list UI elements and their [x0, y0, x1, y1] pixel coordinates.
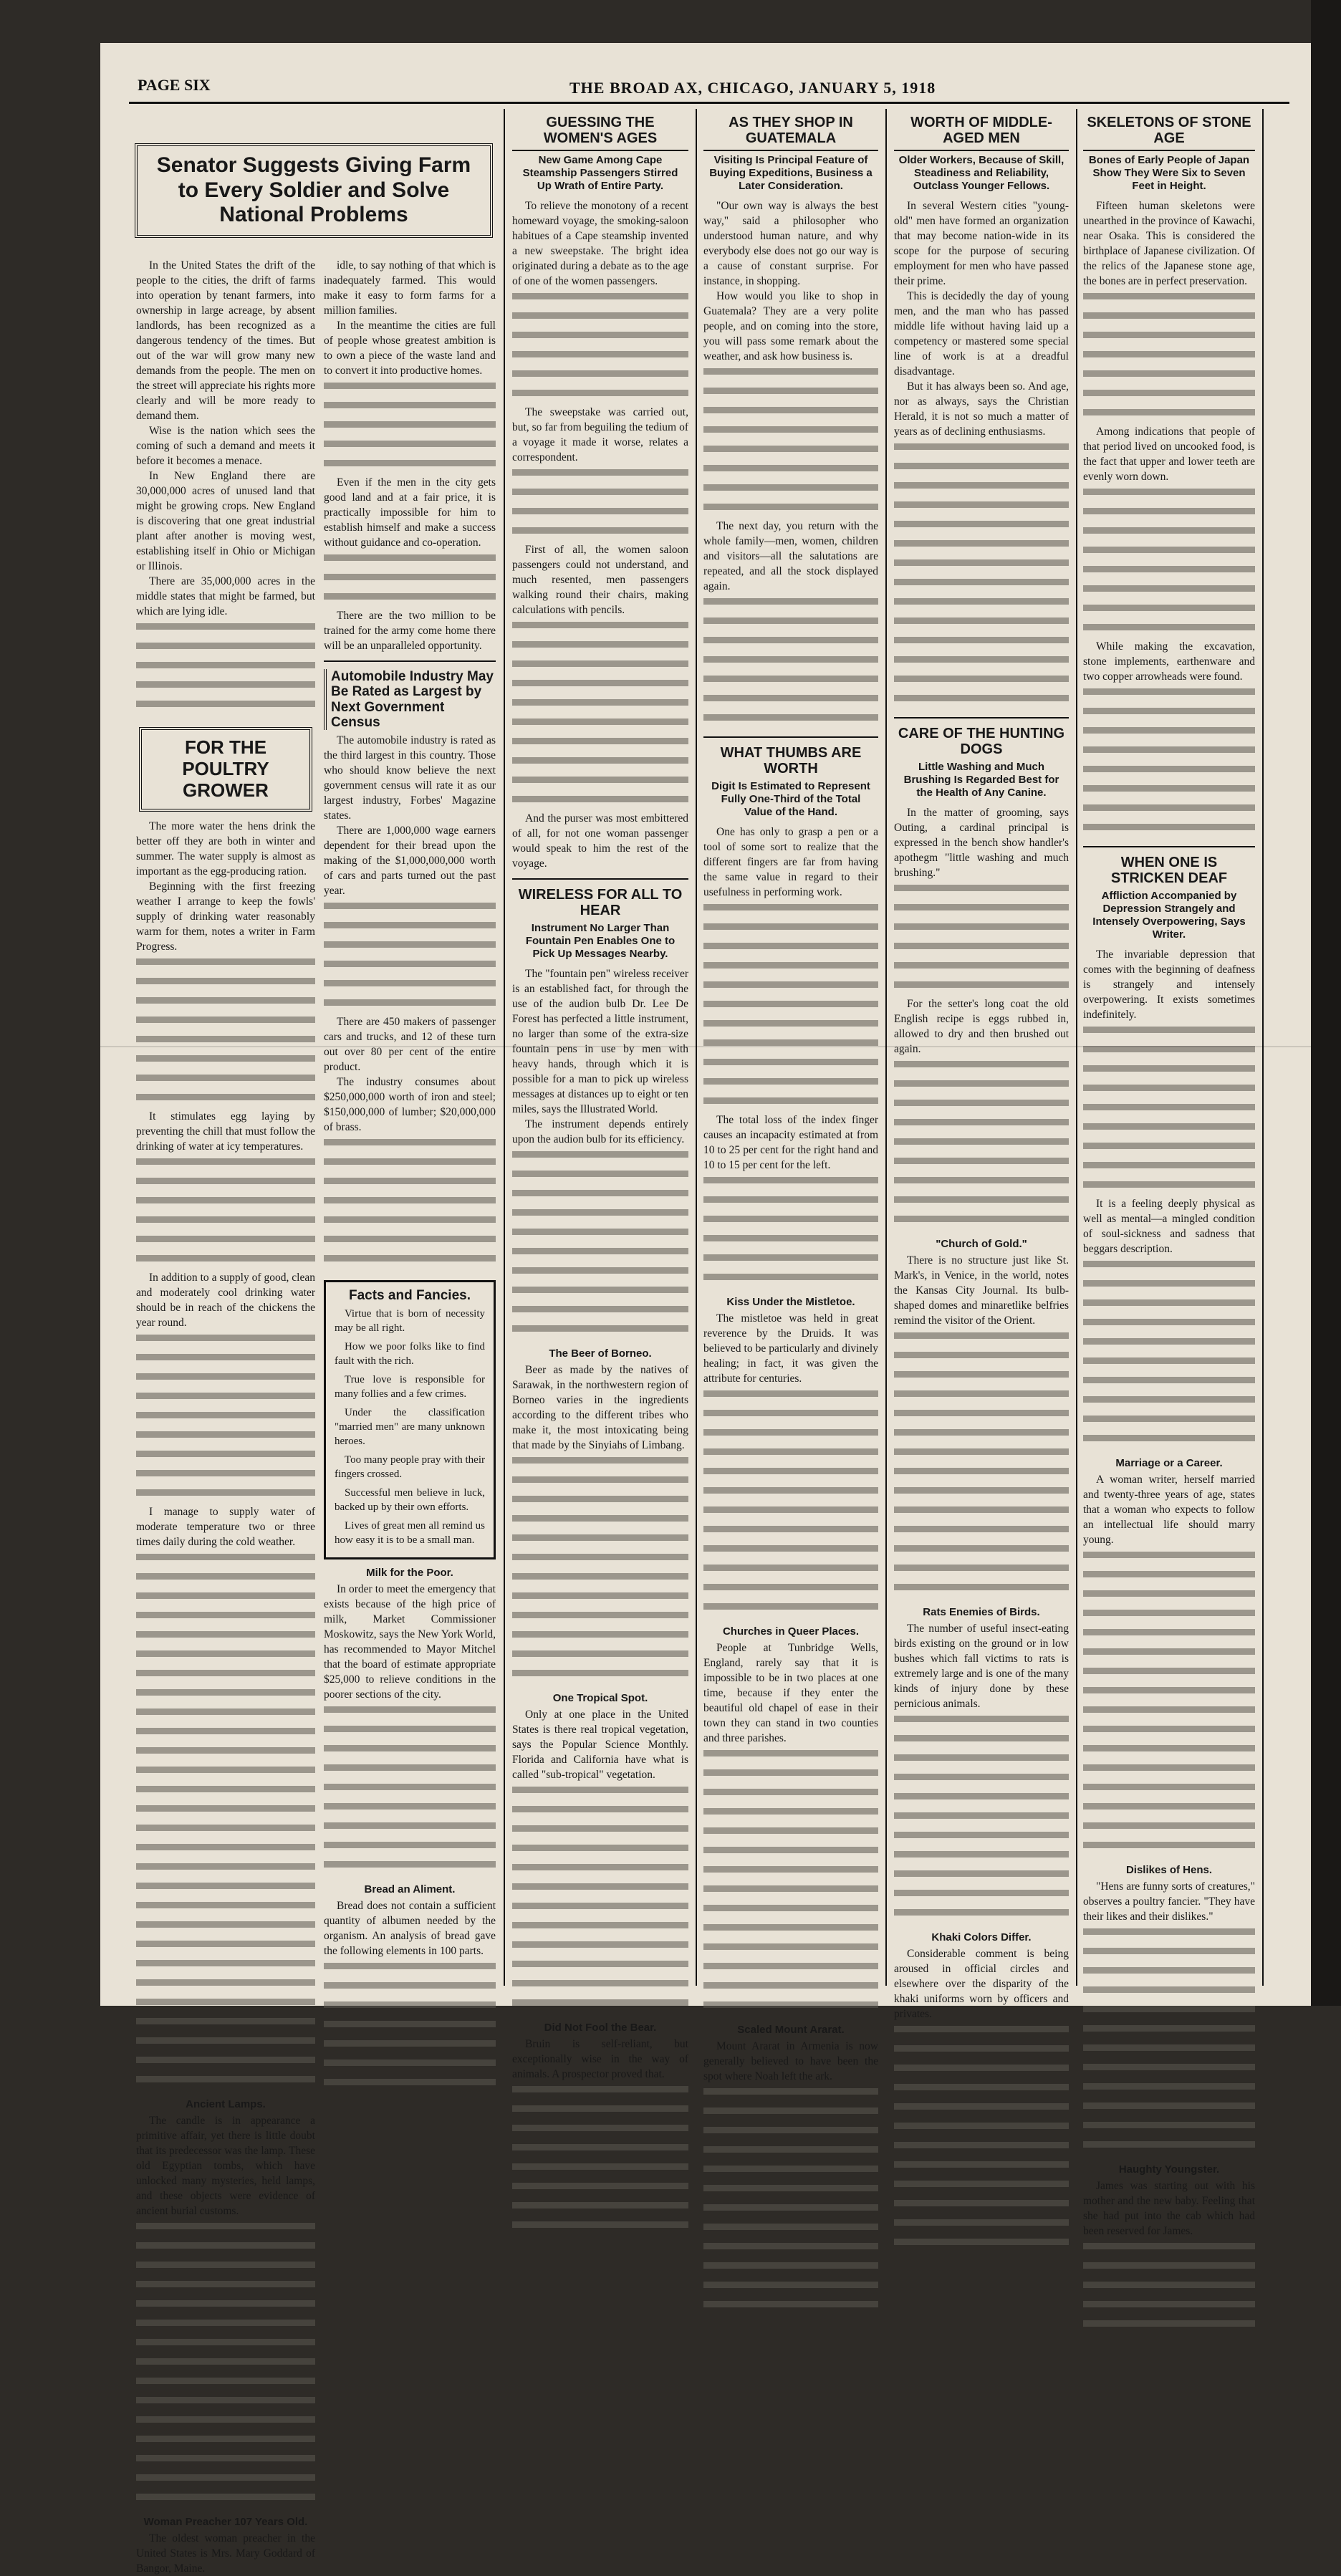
column-6	[1083, 112, 1255, 2237]
dogs-paragraph: In the matter of grooming, says Outing, a cardinal principal is expressed in the bench show handler's apothegm "little washing and much brushing."	[894, 806, 1069, 879]
column-rule	[504, 109, 505, 1986]
milk-paragraph: In order to meet the emergency that exists because of the high price of milk, Market Commissioner Moskowitz, says the New York World, has recommended to Mayor Mitchel that the board of estimate appropriate $25,000 to relieve conditions in the poorer sections of the city.	[324, 1583, 496, 1701]
senator-cont-paragraph: idle, to say nothing of that which is inadequately farmed. This would make it easy to form farms for a million families.	[324, 259, 496, 317]
illegible-text-block	[703, 598, 878, 729]
borneo-paragraph: Beer as made by the natives of Sarawak, in the northwestern region of Borneo varies in the ingredients according to the different tribes who make it, the most intoxicating being that made by the Sinyiahs of Limbang.	[512, 1363, 688, 1451]
bread-paragraph: Bread does not contain a sufficient quantity of albumen needed by the organism. An analysis of bread gave the following elements in 100 parts.	[324, 1900, 496, 1958]
khaki-paragraph: Considerable comment is being aroused in official circles and elsewhere over the disparity of the khaki uniforms worn by officers and privates.	[894, 1947, 1069, 2020]
deaf-headline: WHEN ONE IS STRICKEN DEAF	[1110, 854, 1228, 887]
poultry-paragraph: In addition to a supply of good, clean and moderately cool drinking water should be in reach of the chickens the year round.	[136, 1271, 315, 1329]
poultry-paragraph: I manage to supply water of moderate temperature two or three times daily during the cold weather.	[136, 1505, 315, 1548]
page-number: PAGE SIX	[138, 76, 211, 94]
churches-heading: Churches in Queer Places.	[722, 1625, 860, 1638]
illegible-text-block	[136, 958, 315, 1109]
illegible-text-block	[894, 885, 1069, 996]
auto-headline: Automobile Industry May Be Rated as Largest by Next Government Census	[324, 669, 496, 730]
lamps-heading: Ancient Lamps.	[186, 2097, 266, 2110]
auto-paragraph: The automobile industry is rated as the third largest in this country. Those who should know believe the next government census will rate it as our largest industry, Forbes' Magazine states.	[324, 734, 496, 822]
guess-paragraph: To relieve the monotony of a recent homeward voyage, the smoking-saloon habitues of a Cape steamship invented a new sweepstake. The bright idea originated during a debate as to the age of one of the women passengers.	[512, 199, 688, 287]
illegible-text-block	[324, 554, 496, 608]
illegible-text-block	[136, 2223, 315, 2509]
illegible-text-block	[512, 1151, 688, 1340]
masthead	[100, 63, 1311, 97]
guatemala-headline: AS THEY SHOP IN GUATEMALA	[703, 115, 878, 151]
senator-cont-paragraph: Even if the men in the city gets good land and at a fair price, it is practically impossible for him to establish himself and make a success without guidance and co-operation.	[324, 476, 496, 549]
divider	[324, 660, 496, 662]
skeletons-paragraph: While making the excavation, stone implements, earthenware and two copper arrowheads were found.	[1083, 640, 1255, 683]
illegible-text-block	[1083, 1027, 1255, 1196]
facts-item: Successful men believe in luck, backed up by their own efforts.	[335, 1487, 485, 1514]
dogs-paragraph: For the setter's long coat the old English recipe is eggs rubbed in, allowed to dry and then brushed out again.	[894, 997, 1069, 1055]
middleaged-deck: Older Workers, Because of Skill, Steadiness and Reliability, Outclass Younger Fellows.	[898, 153, 1064, 192]
illegible-text-block	[512, 469, 688, 542]
illegible-text-block	[1083, 293, 1255, 424]
illegible-text-block	[324, 1706, 496, 1876]
poultry-header	[139, 727, 312, 812]
rats-heading: Rats Enemies of Birds.	[923, 1605, 1040, 1618]
illegible-text-block	[1083, 489, 1255, 639]
preacher-paragraph: The oldest woman preacher in the United States is Mrs. Mary Goddard of Bangor, Maine.	[136, 2532, 315, 2575]
milk-heading: Milk for the Poor.	[366, 1567, 453, 1580]
senator-headline: Senator Suggests Giving Farm to Every Soldier and Solve National Problems	[135, 143, 493, 238]
senator-paragraph: There are 35,000,000 acres in the middle states that might be farmed, but which are lying idle.	[136, 575, 315, 617]
haughty-paragraph: James was starting out with his mother and the new baby. Feeling that she had put into the cab which had been reserved for James.	[1083, 2179, 1255, 2237]
thumbs-paragraph: The total loss of the index finger causes an incapacity estimated at from 10 to 25 per cent for the right hand and 10 to 15 per cent for the left.	[703, 1113, 878, 1171]
illegible-text-block	[1083, 1928, 1255, 2156]
facts-and-fancies-box	[324, 1280, 496, 1559]
hens-paragraph: "Hens are funny sorts of creatures," observes a poultry fancier. "They have their likes and their dislikes."	[1083, 1880, 1255, 1923]
tropical-heading: One Tropical Spot.	[552, 1691, 648, 1704]
senator-cont-paragraph: In the meantime the cities are full of people whose greatest ambition is to own a piece of the waste land and to convert it into productive homes.	[324, 319, 496, 377]
column-rule	[696, 109, 697, 1986]
illegible-text-block	[894, 2026, 1069, 2254]
thumbs-paragraph: One has only to grasp a pen or a tool of some sort to realize that the different fingers are far from having the same value in regard to their usefulness in performing work.	[703, 825, 878, 898]
guess-paragraph: The sweepstake was carried out, but, so far from beguiling the tedium of a voyage it made it worse, relates a correspondent.	[512, 405, 688, 463]
column-1	[136, 258, 315, 2575]
deaf-deck: Affliction Accompanied by Depression Strangely and Intensely Overpowering, Says Writer.	[1092, 889, 1246, 941]
illegible-text-block	[324, 903, 496, 1014]
gold-heading: "Church of Gold."	[936, 1237, 1027, 1250]
facts-item: Too many people pray with their fingers crossed.	[335, 1454, 485, 1481]
senator-article-header	[135, 143, 493, 238]
senator-paragraph: In the United States the drift of the people to the cities, the drift of farms into operation by tenant farmers, into ownership in large acreage, by absent landlords, has been recognized as a dangerous tendency of the times. But out of the war will grow many new demands from the people. The men on the street will appreciate his rights more clearly and will be more ready to demand them.	[136, 259, 315, 422]
column-2	[324, 258, 496, 1991]
skeletons-deck: Bones of Early People of Japan Show They Were Six to Seven Feet in Height.	[1088, 153, 1250, 192]
facts-item: Under the classification "married men" are many unknown heroes.	[335, 1407, 485, 1448]
ararat-paragraph: Mount Ararat in Armenia is now generally believed to have been the spot where Noah left the ark.	[703, 2039, 878, 2082]
thumbs-deck: Digit Is Estimated to Represent Fully One-Third of the Total Value of the Hand.	[711, 779, 870, 818]
senator-paragraph: In New England there are 30,000,000 acres of unused land that might be growing crops. New England is discovering that one great industrial plant after another is moving west, establishing itself in Ohio or Michigan or Illinois.	[136, 470, 315, 572]
thumbs-headline: WHAT THUMBS ARE WORTH	[720, 744, 862, 777]
dogs-deck: Little Washing and Much Brushing Is Regarded Best for the Health of Any Canine.	[903, 760, 1059, 799]
column-5	[894, 112, 1069, 2020]
illegible-text-block	[703, 1390, 878, 1618]
illegible-text-block	[894, 443, 1069, 710]
facts-item: Lives of great men all remind us how easy it is to be a small man.	[335, 1520, 485, 1547]
facts-item: Virtue that is born of necessity may be all right.	[335, 1308, 485, 1335]
skeletons-headline: SKELETONS OF STONE AGE	[1083, 115, 1255, 151]
borneo-heading: The Beer of Borneo.	[549, 1347, 652, 1360]
bear-heading: Did Not Fool the Bear.	[544, 2021, 657, 2034]
wireless-paragraph: The instrument depends entirely upon the audion bulb for its efficiency.	[512, 1118, 688, 1145]
illegible-text-block	[136, 623, 315, 716]
lamps-paragraph: The candle is in appearance a primitive affair, yet there is little doubt that its predecessor was the lamp. These old Egyptian tombs, which have unlocked many mysteries, held lamps, and these objects were evidence of ancient burial customs.	[136, 2114, 315, 2217]
facts-heading: Facts and Fancies.	[348, 1288, 471, 1304]
illegible-text-block	[894, 1061, 1069, 1231]
illegible-text-block	[894, 1716, 1069, 1924]
illegible-text-block	[703, 2088, 878, 2316]
auto-paragraph: There are 1,000,000 wage earners dependent for their bread upon the making of the $1,000,000,000 worth of cars and parts turned out the past year.	[324, 825, 496, 898]
illegible-text-block	[703, 1177, 878, 1289]
facts-item: How we poor folks like to find fault with the rich.	[335, 1341, 485, 1368]
tropical-paragraph: Only at one place in the United States is there real tropical vegetation, says the Popular Science Monthly. Florida and California have what is called "sub-tropical" vegetation.	[512, 1708, 688, 1781]
masthead-rule	[129, 102, 1289, 104]
auto-paragraph: The industry consumes about $250,000,000 worth of iron and steel; $150,000,000 of lumber; $20,000,000 of brass.	[324, 1076, 496, 1134]
wireless-deck: Instrument No Larger Than Fountain Pen Enables One to Pick Up Messages Nearby.	[525, 921, 676, 960]
column-4	[703, 112, 878, 2082]
illegible-text-block	[512, 293, 688, 405]
bear-paragraph: Bruin is self-reliant, but exceptionally wise in the way of animals. A prospector proved that.	[512, 2037, 688, 2080]
illegible-text-block	[512, 622, 688, 811]
gold-paragraph: There is no structure just like St. Mark's, in Venice, in the world, notes the Kansas City Journal. Its bulb-shaped domes and minaretlike belfries remind the visitor of the Orient.	[894, 1254, 1069, 1327]
illegible-text-block	[894, 1332, 1069, 1599]
illegible-text-block	[324, 383, 496, 475]
divider	[1083, 846, 1255, 847]
guatemala-paragraph: How would you like to shop in Guatemala? They are a very polite people, and on coming into the store, you will pass some remark about the weather, and ask how business is.	[703, 289, 878, 362]
guess-headline: GUESSING THE WOMEN'S AGES	[512, 115, 688, 151]
illegible-text-block	[512, 2086, 688, 2236]
skeletons-paragraph: Among indications that people of that period lived on uncooked food, is the fact that upper and lower teeth are evenly worn down.	[1083, 425, 1255, 483]
middleaged-paragraph: This is decidedly the day of young men, and the man who has passed middle life without having laid up a competency or mastered some special line of work is at a dreadful disadvantage.	[894, 289, 1069, 378]
column-rule	[1076, 109, 1077, 1986]
middleaged-paragraph: But it has always been so. And age, nor as always, says the Christian Herald, it is not so much a matter of years as of declining enthusiasms.	[894, 380, 1069, 438]
illegible-text-block	[1083, 1552, 1255, 1857]
illegible-text-block	[703, 368, 878, 519]
skeletons-paragraph: Fifteen human skeletons were unearthed in the province of Kawachi, near Osaka. This is considered the birthplace of Japanese civilization. Of the relics of the Japanese stone age, the bones are in perfect preservation.	[1083, 199, 1255, 287]
column-rule	[885, 109, 887, 1986]
deaf-paragraph: The invariable depression that comes with the beginning of deafness is strangely and intensely overpowering. It exists sometimes indefinitely.	[1083, 948, 1255, 1021]
newspaper-page	[100, 43, 1311, 2575]
column-3	[512, 112, 688, 2080]
auto-paragraph: There are 450 makers of passenger cars and trucks, and 12 of these turn out over 80 per cent of the entire product.	[324, 1016, 496, 1074]
senator-paragraph: Wise is the nation which sees the coming of such a demand and meets it before it becomes a menace.	[136, 425, 315, 467]
dogs-headline: CARE OF THE HUNTING DOGS	[898, 725, 1065, 758]
guatemala-paragraph: The next day, you return with the whole family—men, women, children and visitors—all the salutations are repeated, and all the stock displayed again.	[703, 519, 878, 592]
column-rule	[1262, 109, 1264, 1986]
scan-shadow-edge	[1311, 0, 1341, 2006]
illegible-text-block	[1083, 688, 1255, 839]
mistletoe-heading: Kiss Under the Mistletoe.	[726, 1295, 855, 1308]
poultry-paragraph: It stimulates egg laying by preventing the chill that must follow the drinking of water at icy temperatures.	[136, 1110, 315, 1153]
illegible-text-block	[136, 1158, 315, 1270]
guess-deck: New Game Among Cape Steamship Passengers Stirred Up Wrath of Entire Party.	[522, 153, 678, 192]
ararat-heading: Scaled Mount Ararat.	[737, 2023, 845, 2036]
illegible-text-block	[703, 904, 878, 1112]
illegible-text-block	[324, 1963, 496, 2094]
preacher-heading: Woman Preacher 107 Years Old.	[143, 2515, 308, 2528]
illegible-text-block	[324, 1139, 496, 1270]
haughty-heading: Haughty Youngster.	[1118, 2163, 1220, 2176]
senator-cont-paragraph: There are the two million to be trained for the army come home there will be an unparalleled opportunity.	[324, 610, 496, 652]
illegible-text-block	[136, 1335, 315, 1504]
wireless-paragraph: The "fountain pen" wireless receiver is an established fact, for through the use of the audion bulb Dr. Lee De Forest has perfected a little instrument, no larger than some of the extra-size fountain pens in use by men with heavy hands, through which it is possible for a man to pick up wireless messages at distances up to eight or ten miles, says the Illustrated World.	[512, 967, 688, 1115]
wireless-headline: WIRELESS FOR ALL TO HEAR	[518, 886, 683, 919]
guatemala-paragraph: "Our own way is always the best way," said a philosopher who understood human nature, and why everybody else does not go our way is a cause of constant surprise. For instance, in shopping.	[703, 199, 878, 287]
facts-item: True love is responsible for many follies and a few crimes.	[335, 1374, 485, 1400]
illegible-text-block	[512, 1457, 688, 1685]
deaf-paragraph: It is a feeling deeply physical as well as mental—a mingled condition of soul-sickness and sadness that beggars description.	[1083, 1197, 1255, 1255]
guess-paragraph: And the purser was most embittered of all, for not one woman passenger would speak to him the rest of the voyage.	[512, 812, 688, 870]
poultry-paragraph: Beginning with the first freezing weather I arrange to keep the fowls' supply of drinking water reasonably warm for them, notes a writer in Farm Progress.	[136, 880, 315, 953]
divider	[512, 878, 688, 880]
middleaged-headline: WORTH OF MIDDLE-AGED MEN	[894, 115, 1069, 151]
illegible-text-block	[1083, 1261, 1255, 1450]
guess-paragraph: First of all, the women saloon passengers could not understand, and much resented, men passengers walking round their chairs, making calculations with pencils.	[512, 543, 688, 616]
hens-heading: Dislikes of Hens.	[1125, 1863, 1213, 1876]
middleaged-paragraph: In several Western cities "young-old" men have formed an organization that may become nation-wide in its scope for the purpose of securing employment for men who have passed their prime.	[894, 199, 1069, 287]
illegible-text-block	[1083, 2243, 1255, 2335]
divider	[894, 717, 1069, 719]
khaki-heading: Khaki Colors Differ.	[931, 1931, 1032, 1943]
illegible-text-block	[136, 1554, 315, 2091]
divider	[703, 736, 878, 738]
rats-paragraph: The number of useful insect-eating birds existing on the ground or in low bushes which fall victims to rats is extremely large and is one of the many kinds of injury done by these pernicious animals.	[894, 1622, 1069, 1710]
poultry-paragraph: The more water the hens drink the better off they are both in winter and summer. The water supply is almost as important as the egg-producing ration.	[136, 820, 315, 878]
bread-heading: Bread an Aliment.	[364, 1883, 456, 1896]
illegible-text-block	[512, 1787, 688, 2014]
paper-fold-line	[100, 1046, 1311, 1047]
illegible-text-block	[703, 1750, 878, 2017]
poultry-headline: FOR THE POULTRY GROWER	[139, 727, 312, 812]
guatemala-deck: Visiting Is Principal Feature of Buying Expeditions, Business a Later Consideration.	[709, 153, 873, 192]
churches-paragraph: People at Tunbridge Wells, England, rarely say that it is impossible to be in two places at one time, because if they enter the beautiful old chapel of ease in their town they can stand in two counties and three parishes.	[703, 1641, 878, 1744]
career-heading: Marriage or a Career.	[1115, 1456, 1223, 1469]
masthead-title: THE BROAD AX, CHICAGO, JANUARY 5, 1918	[569, 79, 936, 97]
career-paragraph: A woman writer, herself married and twenty-three years of age, states that a woman who expects to follow an intellectual life should marry young.	[1083, 1473, 1255, 1546]
mistletoe-paragraph: The mistletoe was held in great reverence by the Druids. It was believed to be particularly and divinely healing; in fact, it was given the attribute for centuries.	[703, 1312, 878, 1385]
